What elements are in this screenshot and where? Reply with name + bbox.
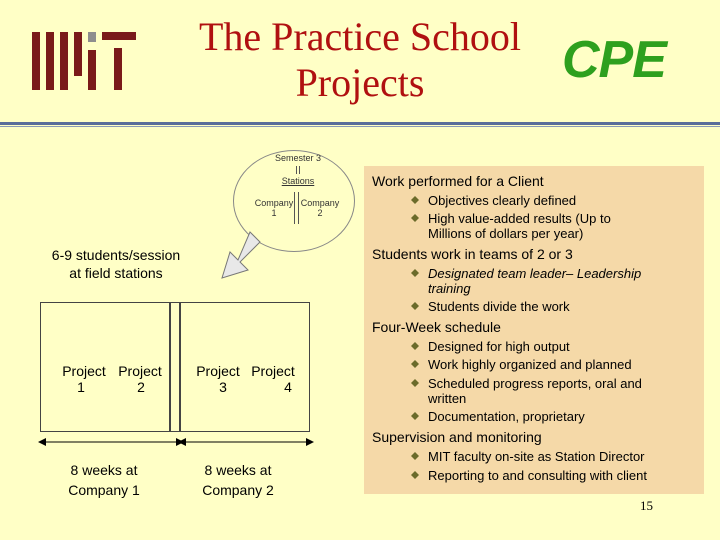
diamond-bullet-icon bbox=[411, 360, 419, 368]
section-heading-supervision: Supervision and monitoring bbox=[372, 429, 542, 445]
section-heading-client: Work performed for a Client bbox=[372, 173, 544, 189]
diamond-bullet-icon bbox=[411, 452, 419, 460]
page-number: 15 bbox=[640, 498, 653, 513]
students-label: 6-9 students/session at field stations bbox=[51, 247, 181, 281]
stations-label: Stations bbox=[281, 176, 315, 186]
oval-company-2: Company 2 bbox=[300, 198, 340, 218]
page-title bbox=[160, 14, 560, 106]
project-3: Project 3 bbox=[196, 363, 240, 395]
oval-divider bbox=[298, 192, 299, 224]
project-4: Project 4 bbox=[251, 363, 295, 395]
duration-arrow-2 bbox=[176, 436, 316, 448]
diamond-bullet-icon bbox=[411, 379, 419, 387]
diamond-bullet-icon bbox=[411, 196, 419, 204]
oval-tick bbox=[296, 166, 297, 174]
arrow-icon bbox=[210, 228, 270, 288]
semester-label: Semester 3 bbox=[274, 153, 322, 163]
section-heading-schedule: Four-Week schedule bbox=[372, 319, 501, 335]
diamond-bullet-icon bbox=[411, 342, 419, 350]
weeks-company-2: 8 weeks at Company 2 bbox=[202, 462, 274, 498]
project-2: Project 2 bbox=[118, 363, 162, 395]
project-1: Project 1 bbox=[62, 363, 106, 395]
cpe-logo: CPE bbox=[562, 31, 666, 89]
diamond-bullet-icon bbox=[411, 471, 419, 479]
diamond-bullet-icon bbox=[411, 214, 419, 222]
header-divider bbox=[0, 122, 720, 125]
mit-logo bbox=[32, 28, 140, 92]
oval-divider bbox=[294, 192, 295, 224]
weeks-company-1: 8 weeks at Company 1 bbox=[68, 462, 140, 498]
oval-company-1: Company 1 bbox=[254, 198, 294, 218]
title-line-1: The Practice School bbox=[198, 14, 522, 59]
diamond-bullet-icon bbox=[411, 269, 419, 277]
oval-tick bbox=[299, 166, 300, 174]
header-divider-thin bbox=[0, 126, 720, 127]
title-line-2: Projects bbox=[295, 60, 425, 105]
diamond-bullet-icon bbox=[411, 412, 419, 420]
diamond-bullet-icon bbox=[411, 302, 419, 310]
duration-arrow-1 bbox=[36, 436, 186, 448]
section-heading-teams: Students work in teams of 2 or 3 bbox=[372, 246, 573, 262]
